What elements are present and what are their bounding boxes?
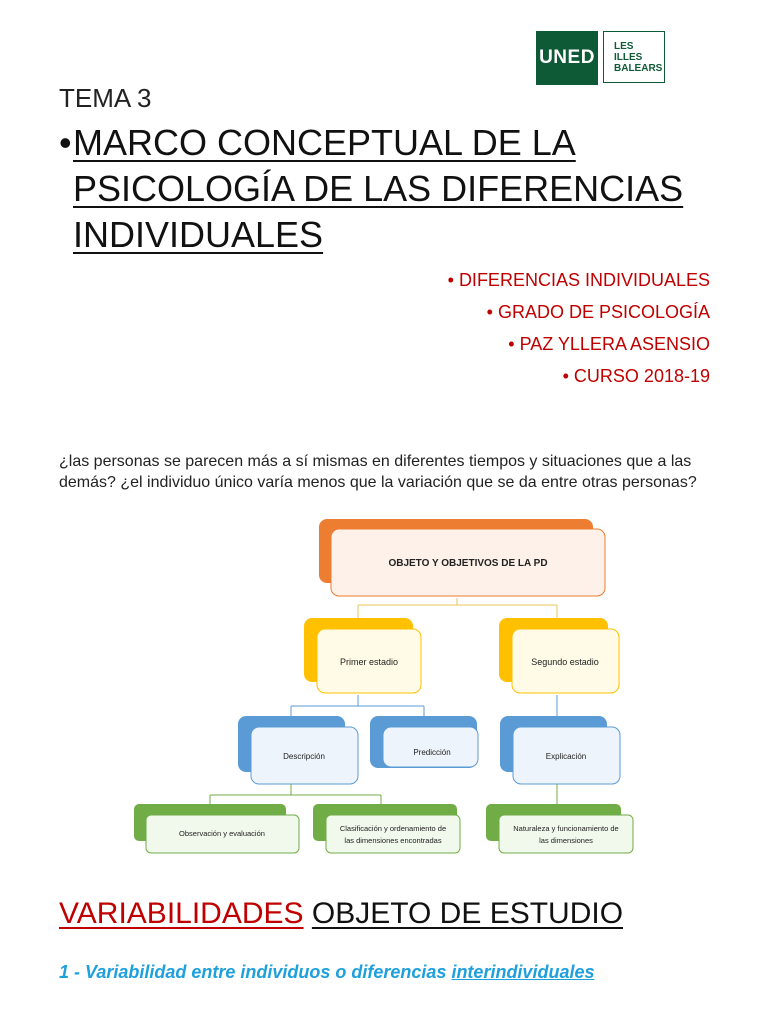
prediccion-box: [383, 727, 478, 767]
meta-course: • CURSO 2018-19: [448, 360, 710, 392]
root-label: OBJETO Y OBJETIVOS DE LA PD: [388, 558, 548, 569]
meta-author: • PAZ YLLERA ASENSIO: [448, 328, 710, 360]
nat-box: [499, 815, 633, 853]
meta-degree: • GRADO DE PSICOLOGÍA: [448, 296, 710, 328]
obs-label: Observación y evaluación: [179, 829, 265, 838]
title-line-1: MARCO CONCEPTUAL DE LA: [73, 122, 576, 163]
illes-balears-logo: [603, 31, 665, 83]
prediccion-label: Predicción: [413, 748, 451, 757]
tema-label: TEMA 3: [59, 83, 152, 113]
nat-label-1: Naturaleza y funcionamiento de: [513, 824, 619, 833]
clas-label-1: Clasificación y ordenamiento de: [339, 824, 447, 833]
page-title: [59, 120, 699, 258]
subheading-prefix: 1 - Variabilidad entre individuos o diferencias: [59, 962, 452, 982]
title-line-3: INDIVIDUALES: [73, 214, 324, 255]
illes-logo-line1: LES ILLES: [614, 40, 643, 63]
intro-question: ¿las personas se parecen más a sí mismas en diferentes tiempos y situaciones que a las demás? ¿el individuo único varía menos que la variación que se da entre otras personas?: [59, 453, 697, 491]
clas-box: [326, 815, 460, 853]
nat-label-2: las dimensiones: [539, 836, 593, 845]
subheading-underlined: interindividuales: [451, 962, 595, 982]
course-meta: [448, 264, 710, 392]
title-line-2: PSICOLOGÍA DE LAS DIFERENCIAS: [73, 168, 684, 209]
descripcion-label: Descripción: [283, 752, 325, 761]
meta-subject: • DIFERENCIAS INDIVIDUALES: [448, 264, 710, 296]
objeto-estudio: OBJETO DE ESTUDIO: [311, 897, 624, 930]
title-bullet: •: [59, 122, 72, 163]
variabilidades-word: VARIABILIDADES: [59, 897, 304, 930]
variabilidades-heading: [59, 897, 623, 931]
concept-diagram: [0, 510, 768, 860]
connectors-bottom: [210, 784, 557, 804]
connectors-top: [358, 598, 557, 618]
stage2-label: Segundo estadio: [531, 657, 599, 667]
subheading-variabilidad: [59, 962, 594, 983]
clas-label-2: las dimensiones encontradas: [344, 836, 442, 845]
stage1-label: Primer estadio: [339, 657, 399, 667]
explicacion-label: Explicación: [545, 752, 587, 761]
uned-logo: UNED: [536, 31, 598, 85]
illes-logo-line2: BALEARS: [614, 62, 663, 74]
connectors-mid: [291, 695, 557, 716]
